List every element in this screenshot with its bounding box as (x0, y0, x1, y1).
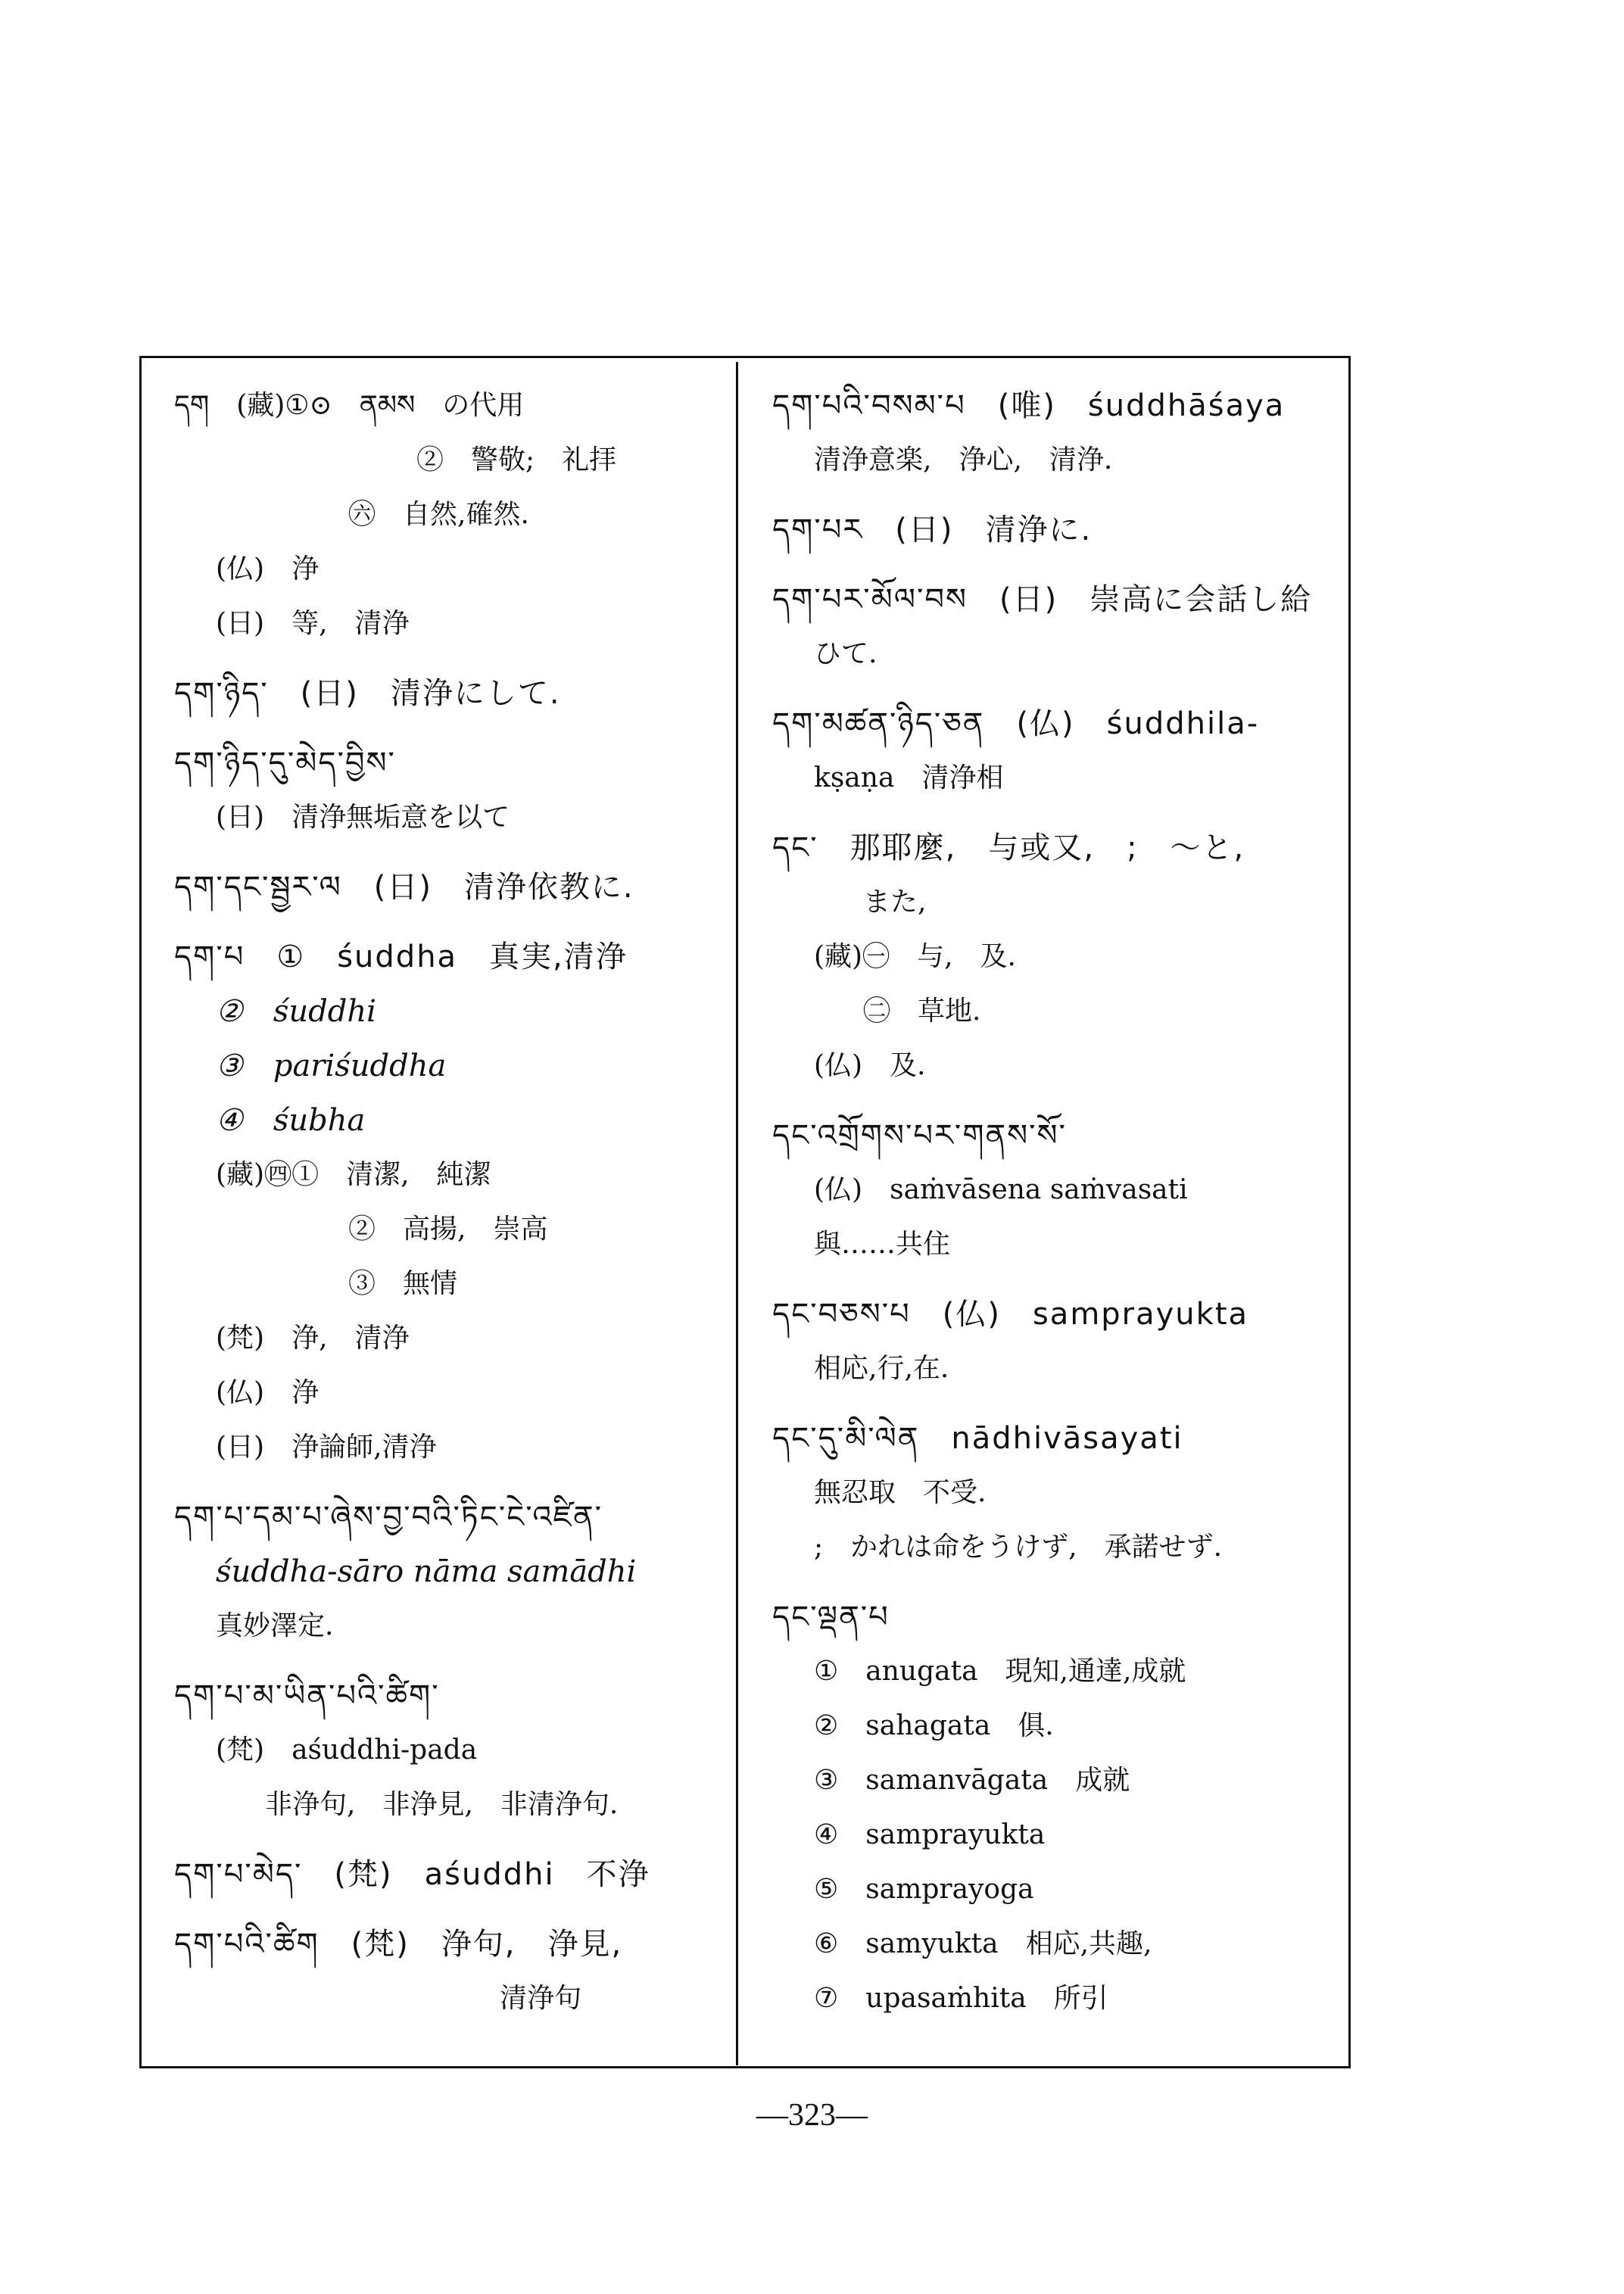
right-column (772, 379, 1336, 2044)
dictionary-entry (772, 821, 1336, 1093)
entry-definition-line: (仏) 浄 (216, 553, 320, 584)
entry-headword-line: དག་དང་སྦྱར་ལ (日) 清浄依教に. (174, 870, 634, 905)
entry-headword-line: དག་པ་མེད་ (梵) aśuddhi 不浄 (174, 1857, 650, 1892)
entry-headword-line: དག་པའི་ཚིག (梵) 浄句, 浄見, (174, 1927, 623, 1962)
entry-definition-line: ⑦ upasaṁhita 所引 (814, 1983, 1108, 2014)
entry-headword-line: དག་པར (日) 清浄に. (772, 513, 1093, 547)
dictionary-entry (174, 379, 719, 651)
entry-headword-line: དང་བཅས་པ (仏) samprayukta (772, 1297, 1249, 1332)
entry-definition-line: 清浄句 (500, 1983, 582, 2014)
dictionary-entry (174, 1847, 719, 1902)
entry-headword-line: དག་ཉིད་དུ་མེད་བྱིས་ (174, 746, 396, 781)
entry-definition-line: (日) 浄論師,清浄 (216, 1432, 437, 1463)
dictionary-entry (174, 1669, 719, 1832)
entry-definition-line: ② śuddhi (216, 994, 376, 1029)
entry-definition-line: kṣaṇa 清浄相 (814, 762, 1004, 793)
column-divider (736, 362, 738, 2065)
entry-headword-line: དང་ལྡན་པ (772, 1600, 890, 1635)
entry-headword-line: དག་མཚན་ཉིད་ཅན (仏) śuddhila- (772, 706, 1260, 741)
entry-definition-line: (梵) aśuddhi-pada (216, 1735, 478, 1766)
dictionary-entry (772, 1411, 1336, 1575)
entry-headword-line: དག་པ་དམ་པ་ཞེས་བྱ་བའི་ཏིང་ངེ་འཛིན་ (174, 1500, 603, 1535)
entry-definition-line: ; かれは命をうけず, 承諾せず. (814, 1532, 1223, 1563)
entry-headword-line: དག་ཉིད་ (日) 清浄にして. (174, 676, 561, 711)
entry-definition-line: 真妙澤定. (216, 1610, 334, 1641)
entry-definition-line: (仏) 浄 (216, 1377, 320, 1408)
entry-definition-line: (仏) 及. (814, 1050, 926, 1081)
dictionary-entry (772, 572, 1336, 681)
dictionary-entry (174, 860, 719, 915)
dictionary-entry (772, 1590, 1336, 2026)
dictionary-entry (772, 1287, 1336, 1396)
dictionary-entry (772, 1108, 1336, 1272)
entry-definition-line: 清浄意楽, 浄心, 清浄. (814, 444, 1113, 475)
entry-definition-line: ⑤ samprayoga (814, 1874, 1034, 1905)
entry-definition-line: 與……共住 (814, 1229, 951, 1260)
left-column (174, 379, 719, 2044)
dictionary-entry (772, 697, 1336, 806)
entry-definition-line: ② sahagata 俱. (814, 1710, 1054, 1741)
page-number: —323— (756, 2098, 868, 2133)
entry-definition-line: (仏) saṁvāsena saṁvasati (814, 1174, 1188, 1205)
entry-definition-line: (藏)㊀ 与, 及. (814, 941, 1016, 972)
entry-definition-line: ④ śubha (216, 1103, 366, 1138)
entry-definition-line: ⑥ samyukta 相応,共趣, (814, 1928, 1152, 1959)
entry-definition-line: ③ pariśuddha (216, 1049, 447, 1083)
entry-headword-line: དག་པར་མོལ་བས (日) 崇高に会話し給 (772, 582, 1313, 617)
entry-headword-line: དང་ 那耶麼, 与或又, ; 〜と, (772, 831, 1245, 865)
entry-definition-line: (日) 等, 清浄 (216, 608, 410, 639)
entry-definition-line: ㊁ 草地. (863, 996, 981, 1027)
dictionary-entry (174, 930, 719, 1475)
dictionary-entry (174, 666, 719, 721)
dictionary-entry (772, 379, 1336, 488)
entry-headword-line: དང་དུ་མི་ལེན nādhivāsayati (772, 1421, 1183, 1456)
dictionary-entry (174, 1490, 719, 1653)
dictionary-entry (174, 736, 719, 845)
entry-definition-line: ① anugata 現知,通達,成就 (814, 1656, 1186, 1687)
entry-definition-line: ② 警敬; 礼拝 (416, 444, 617, 475)
entry-headword-line: དག (藏)①⊙ ནམས の代用 (174, 390, 525, 421)
entry-definition-line: ㊅ 自然,確然. (348, 499, 529, 530)
entry-definition-line: ④ samprayukta (814, 1819, 1046, 1850)
entry-definition-line: (梵) 浄, 清浄 (216, 1323, 410, 1354)
entry-definition-line: (藏)㊃① 清潔, 純潔 (216, 1159, 491, 1190)
entry-definition-line: また, (863, 887, 927, 918)
entry-headword-line: དང་འགྲོགས་པར་གནས་སོ་ (772, 1118, 1067, 1153)
entry-headword-line: དག་པ་མ་ཡིན་པའི་ཚིག་ (174, 1678, 440, 1713)
entry-definition-line: 無忍取 不受. (814, 1477, 987, 1508)
entry-definition-line: (日) 清浄無垢意を以て (216, 802, 510, 833)
entry-definition-line: 相応,行,在. (814, 1353, 949, 1384)
entry-definition-line: ひて. (814, 638, 877, 669)
entry-headword-line: དག་པ ① śuddha 真実,清浄 (174, 940, 628, 974)
dictionary-entry (174, 1917, 719, 2026)
entry-definition-line: 非浄句, 非浄見, 非清浄句. (265, 1789, 619, 1820)
entry-definition-line: ③ samanvāgata 成就 (814, 1765, 1130, 1796)
entry-definition-line: śuddha-sāro nāma samādhi (216, 1554, 637, 1589)
entry-definition-line: ③ 無情 (348, 1268, 458, 1299)
entry-headword-line: དག་པའི་བསམ་པ (唯) śuddhāśaya (772, 388, 1286, 423)
entry-definition-line: ② 高揚, 崇高 (348, 1214, 548, 1245)
dictionary-entry (772, 503, 1336, 557)
